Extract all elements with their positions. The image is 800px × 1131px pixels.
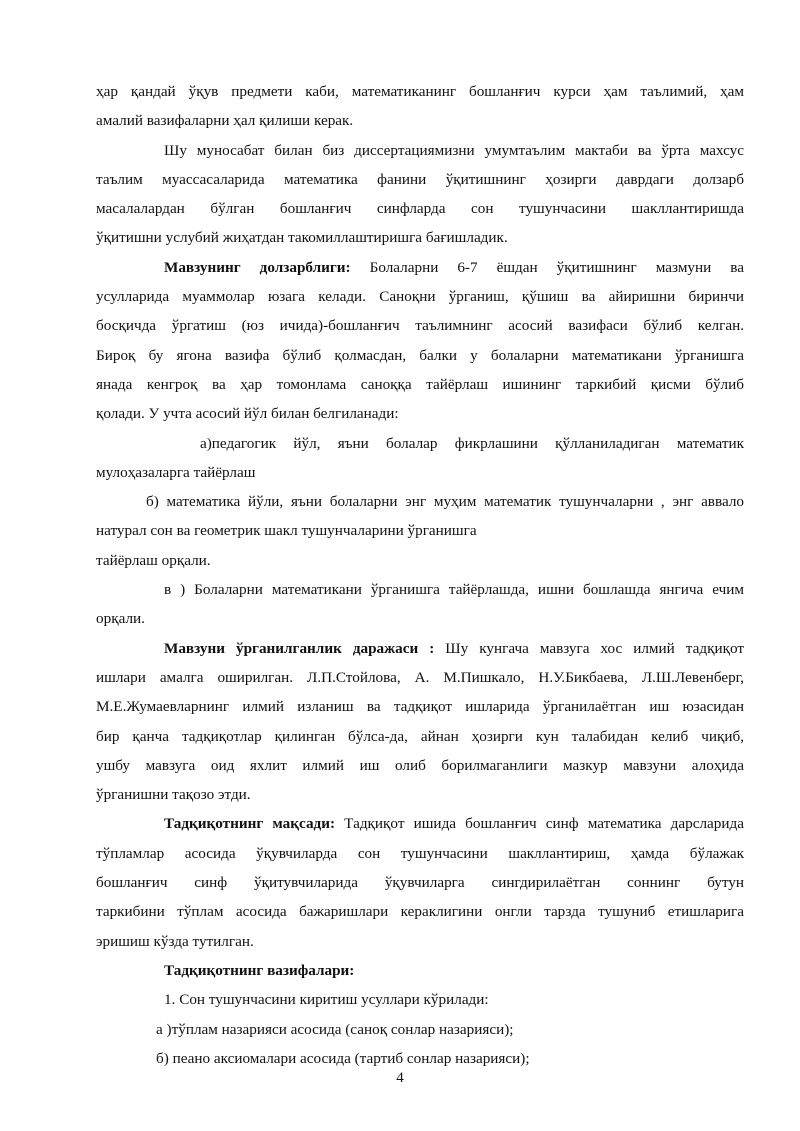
text-line: ушбу мавзуга оид яхлит илмий иш олиб борилмаганлиги мазкур мавзуни алоҳида [96, 756, 744, 774]
document-body [96, 77, 744, 1073]
text-line: босқичда ўргатиш (юз ичида)-бошланғич таълимнинг асосий вазифаси бўлиб келган. [96, 317, 744, 335]
text-line: таълим муассасаларида математика фанини ўқитишнинг ҳозирги даврдаги долзарб [96, 170, 744, 188]
text-line: ўрганишни тақозо этди. [96, 786, 251, 804]
text-line: Бироқ бу ягона вазифа бўлиб қолмасдан, балки у болаларни математикани ўрганишга [96, 346, 744, 364]
list-item-a: а)педагогик йўл, яъни болалар фикрлашини қўлланиладиган математик [200, 434, 744, 452]
text-line: эришиш кўзда тутилган. [96, 932, 254, 950]
text-line: тўпламлар асосида ўқувчиларда сон тушунчасини шакллантириш, ҳамда бўлажак [96, 844, 744, 862]
text-line: амалий вазифаларни ҳал қилиши керак. [96, 112, 354, 130]
list-item-b: б) математика йўли, яъни болаларни энг муҳим математик тушунчаларни , энг аввало [146, 493, 744, 511]
task-item-a: а )тўплам назарияси асосида (саноқ сонлар назарияси); [156, 1020, 514, 1038]
text-line: бошланғич синф ўқитувчиларида ўқувчиларга сингдирилаётган соннинг бутун [96, 874, 744, 892]
text-line: ўқитишни услубий жиҳатдан такомиллаштиришга бағишладик. [96, 229, 508, 247]
text-line: янада кенгроқ ва ҳар томонлама саноққа тайёрлаш ишининг таркибий қисми бўлиб [96, 375, 744, 393]
relevance-text: Болаларни 6-7 ёшдан ўқитишнинг мазмуни ва [350, 258, 744, 276]
task-item-b: б) пеано аксиомалари асосида (тартиб сонлар назарияси); [156, 1049, 530, 1067]
text-line: ишлари амалга оширилган. Л.П.Стойлова, А. М.Пишкало, Н.У.Бикбаева, Л.Ш.Левенберг, [96, 668, 744, 686]
text-line: Шу муносабат билан биз диссертациямизни умумтаълим мактаби ва ўрта махсус [164, 141, 744, 159]
page-number: 4 [396, 1070, 404, 1086]
relevance-heading: Мавзунинг долзарблиги: [164, 258, 351, 276]
text-line: мулоҳазаларга тайёрлаш [96, 463, 256, 481]
text-line: натурал сон ва геометрик шакл тушунчаларини ўрганишга [96, 522, 477, 540]
text-line: таркибини тўплам асосида бажаришлари кераклигини онгли тарзда тушуниб етишларига [96, 903, 744, 921]
degree-heading: Мавзуни ўрганилганлик даражаси : [164, 639, 435, 657]
text-line: масалалардан бўлган бошланғич синфларда сон тушунчасини шакллантиришда [96, 200, 744, 218]
text-line: қолади. У учта асосий йўл билан белгиланади: [96, 405, 399, 423]
goal-line [96, 809, 744, 838]
text-line: бир қанча тадқиқотлар қилинган бўлса-да, айнан ҳозирги кун талабидан келиб чиқиб, [96, 727, 744, 745]
text-line: ҳар қандай ўқув предмети каби, математиканинг бошланғич курси ҳам таълимий, ҳам [96, 83, 744, 100]
text-line: М.Е.Жумаевларнинг илмий изланиш ва тадқиқот ишларида ўрганилаётган иш юзасидан [96, 698, 744, 716]
tasks-heading: Тадқиқотнинг вазифалари: [164, 961, 355, 979]
goal-text: Тадқиқот ишида бошланғич синф математика дарсларида [335, 815, 744, 833]
degree-text: Шу кунгача мавзуга хос илмий тадқиқот [434, 639, 744, 657]
text-line: орқали. [96, 610, 145, 628]
goal-heading: Тадқиқотнинг мақсади: [164, 815, 336, 833]
degree-line [96, 634, 744, 663]
task-item-1: 1. Сон тушунчасини киритиш усуллари кўрилади: [164, 991, 489, 1009]
relevance-line [96, 253, 744, 282]
text-line: тайёрлаш орқали. [96, 551, 211, 569]
list-item-c: в ) Болаларни математикани ўрганишга тайёрлашда, ишни бошлашда янгича ечим [164, 581, 744, 599]
text-line: усулларида муаммолар юзага келади. Саноқни ўрганиш, қўшиш ва айиришни биринчи [96, 288, 744, 306]
